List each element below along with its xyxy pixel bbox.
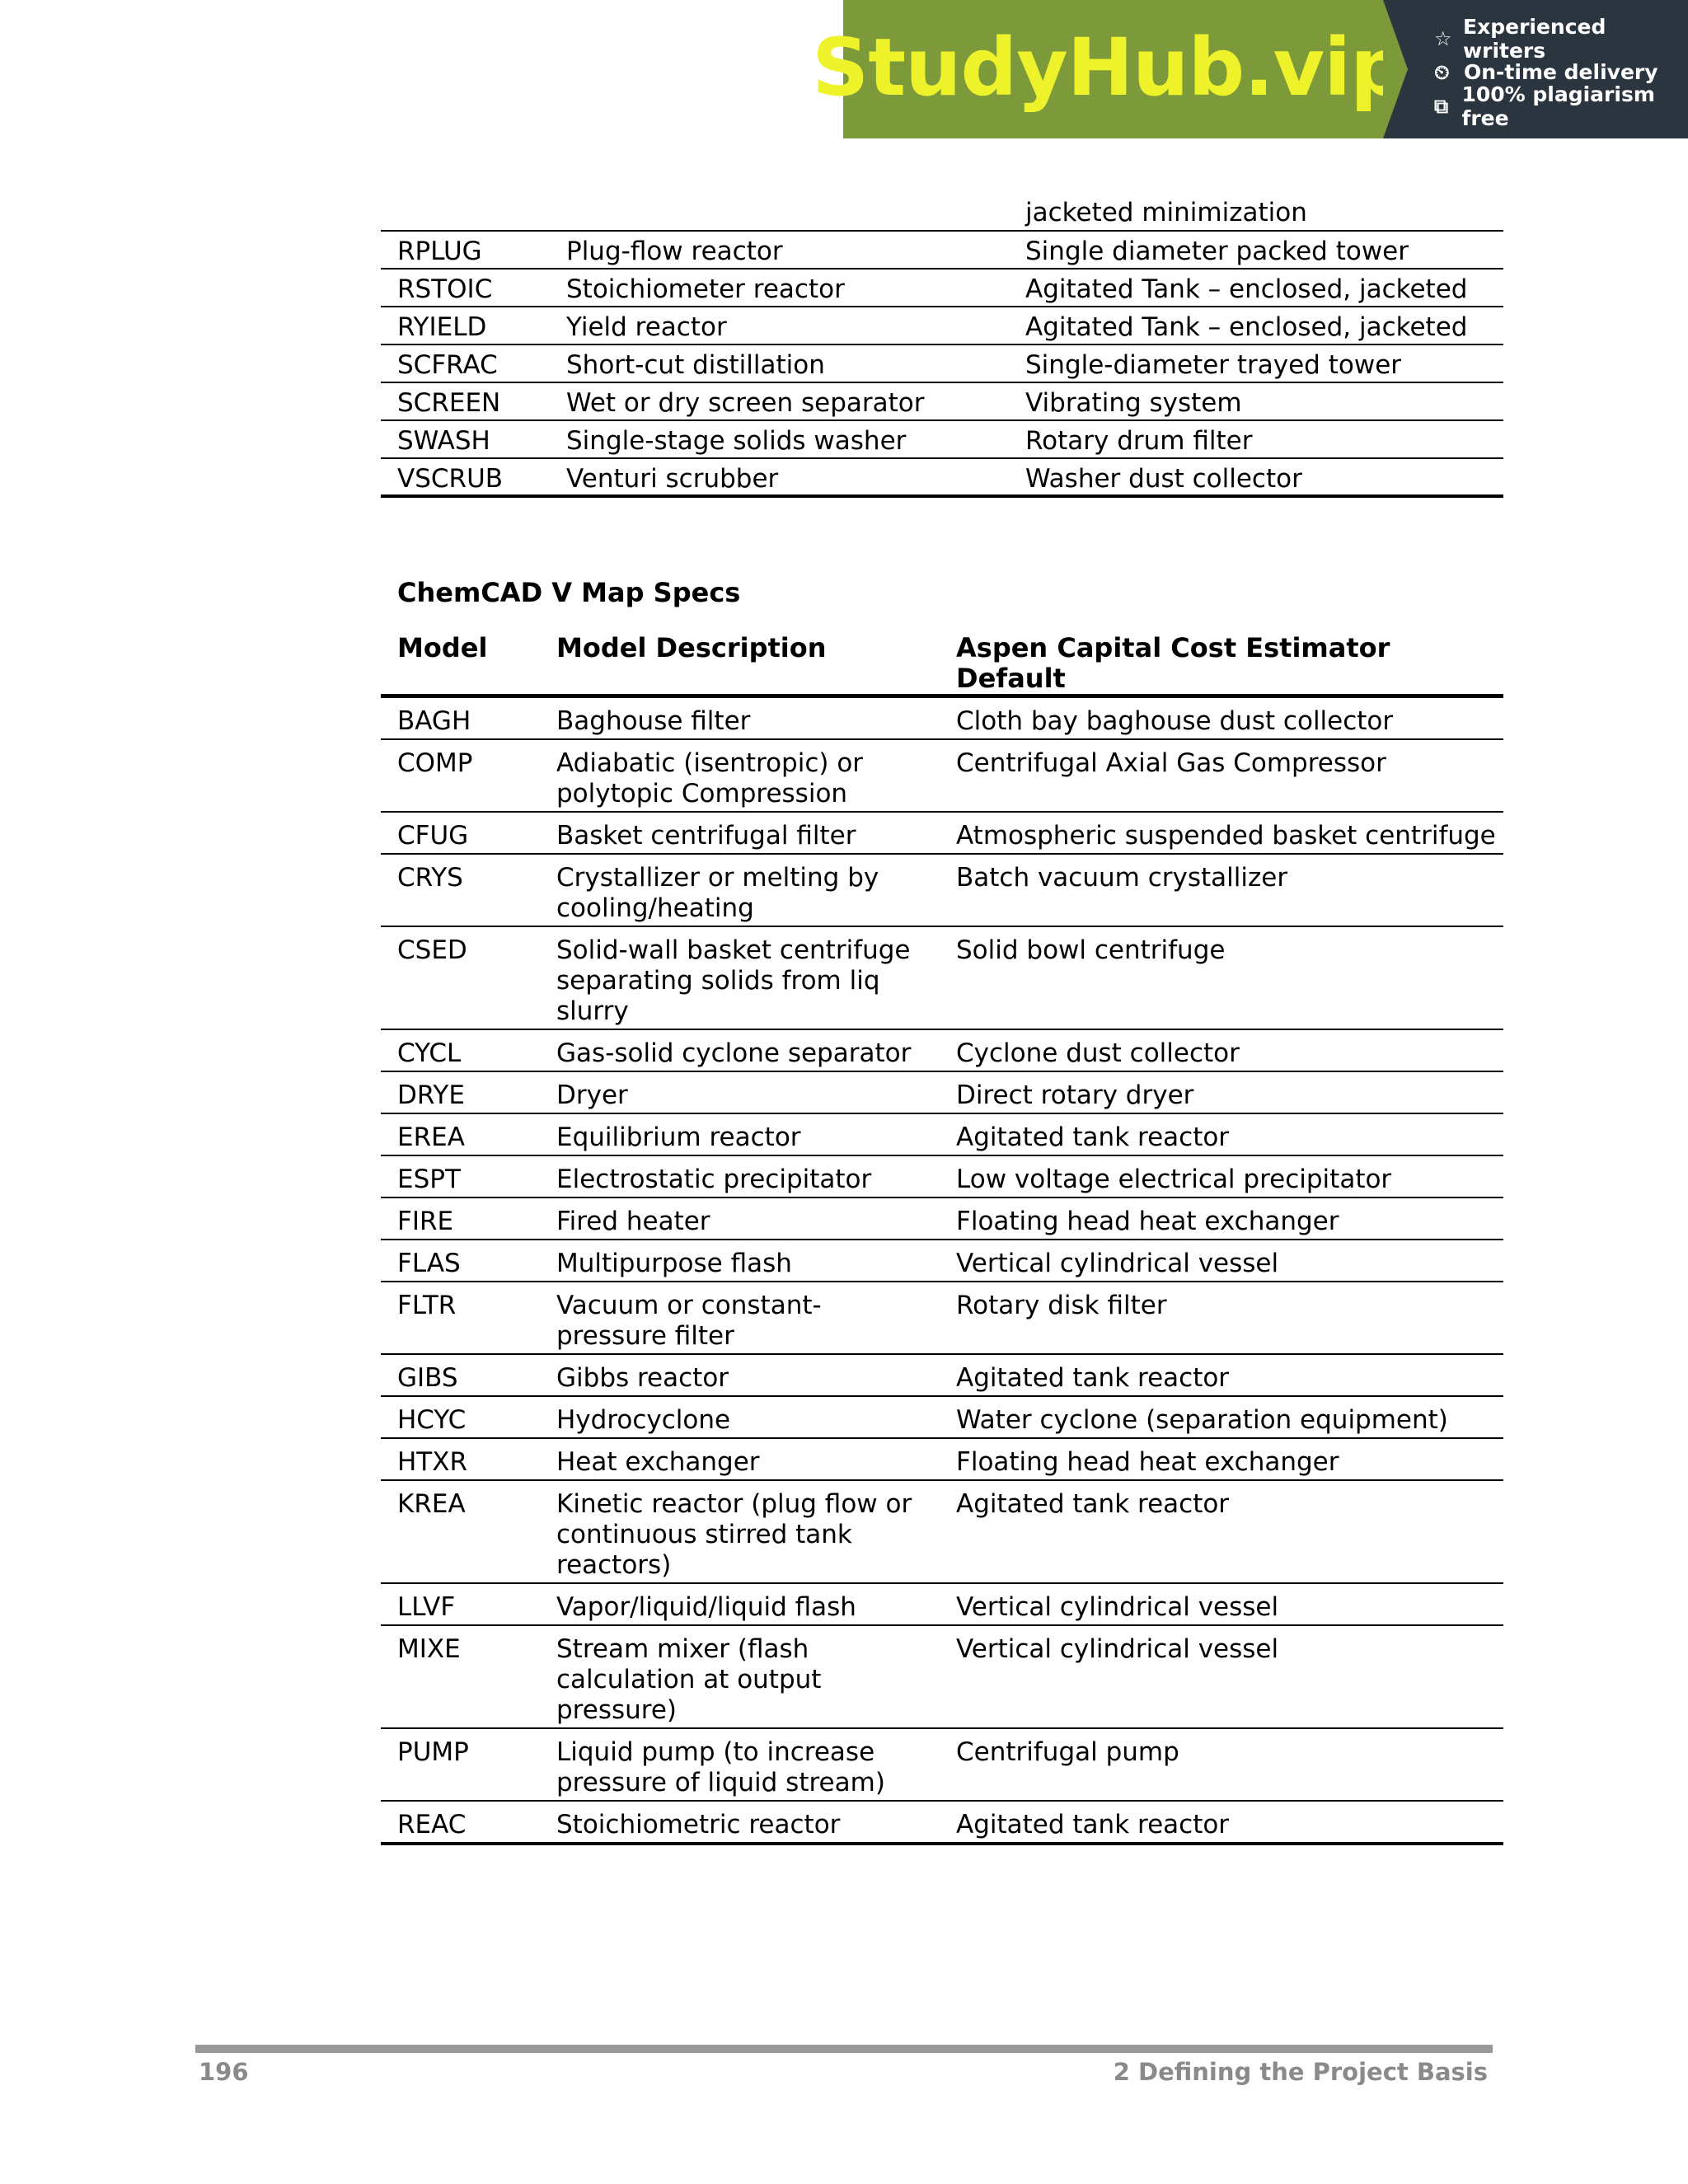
default-cell: Atmospheric suspended basket centrifuge xyxy=(940,812,1503,854)
description-cell: Plug-flow reactor xyxy=(550,231,1009,269)
model-cell: COMP xyxy=(381,739,540,812)
model-cell: RPLUG xyxy=(381,231,550,269)
model-cell: REAC xyxy=(381,1801,540,1844)
page-number: 196 xyxy=(199,2058,249,2086)
model-cell: DRYE xyxy=(381,1071,540,1113)
default-cell: Centrifugal pump xyxy=(940,1728,1503,1801)
footer-rule xyxy=(195,2045,1493,2053)
table-row xyxy=(381,344,1503,382)
default-cell: Single diameter packed tower xyxy=(1009,231,1503,269)
description-cell: Fired heater xyxy=(540,1197,940,1240)
description-cell: Venturi scrubber xyxy=(550,458,1009,496)
table-row xyxy=(381,812,1503,854)
model-cell: KREA xyxy=(381,1480,540,1583)
brand-block xyxy=(812,0,1406,138)
default-cell: Batch vacuum crystallizer xyxy=(940,854,1503,926)
feature-item xyxy=(1434,82,1688,130)
description-cell: Baghouse filter xyxy=(540,696,940,740)
description-cell: Liquid pump (to increase pressure of liquid stream) xyxy=(540,1728,940,1801)
model-cell: VSCRUB xyxy=(381,458,550,496)
model-cell: SCFRAC xyxy=(381,344,550,382)
default-cell: Washer dust collector xyxy=(1009,458,1503,496)
brand-logo: StudyHub.vip xyxy=(812,21,1406,114)
model-cell: FLAS xyxy=(381,1240,540,1282)
header-default: Aspen Capital Cost Estimator Default xyxy=(940,628,1503,696)
description-cell: Single-stage solids washer xyxy=(550,420,1009,458)
feature-label: Experienced writers xyxy=(1463,14,1606,63)
header-model: Model xyxy=(381,628,540,696)
default-cell: Agitated tank reactor xyxy=(940,1480,1503,1583)
model-cell: ESPT xyxy=(381,1155,540,1197)
description-cell: Dryer xyxy=(540,1071,940,1113)
model-cell: BAGH xyxy=(381,696,540,740)
model-cell: FLTR xyxy=(381,1282,540,1354)
description-cell: Kinetic reactor (plug flow or continuous stirred tank reactors) xyxy=(540,1480,940,1583)
default-cell: Vertical cylindrical vessel xyxy=(940,1625,1503,1728)
description-cell: Heat exchanger xyxy=(540,1438,940,1480)
default-cell: Agitated tank reactor xyxy=(940,1801,1503,1844)
default-cell: Floating head heat exchanger xyxy=(940,1438,1503,1480)
default-cell: Vertical cylindrical vessel xyxy=(940,1240,1503,1282)
default-cell: Rotary drum filter xyxy=(1009,420,1503,458)
model-cell xyxy=(381,196,550,231)
table-row xyxy=(381,420,1503,458)
description-cell: Gas-solid cyclone separator xyxy=(540,1029,940,1071)
table-row xyxy=(381,1071,1503,1113)
description-cell: Stream mixer (flash calculation at output pressure) xyxy=(540,1625,940,1728)
model-cell: HTXR xyxy=(381,1438,540,1480)
table-row xyxy=(381,307,1503,344)
table-row xyxy=(381,1728,1503,1801)
model-cell: CYCL xyxy=(381,1029,540,1071)
default-cell: jacketed minimization xyxy=(1009,196,1503,231)
table-row xyxy=(381,1113,1503,1155)
default-cell: Agitated Tank – enclosed, jacketed xyxy=(1009,307,1503,344)
model-cell: RSTOIC xyxy=(381,269,550,307)
table-row xyxy=(381,739,1503,812)
model-cell: FIRE xyxy=(381,1197,540,1240)
table-row xyxy=(381,1155,1503,1197)
default-cell: Agitated tank reactor xyxy=(940,1354,1503,1396)
model-cell: CSED xyxy=(381,926,540,1029)
table-row xyxy=(381,1240,1503,1282)
default-cell: Rotary disk filter xyxy=(940,1282,1503,1354)
feature-label: 100% plagiarism free xyxy=(1461,82,1655,130)
copy-icon: ⧉ xyxy=(1434,94,1449,118)
model-cell: SCREEN xyxy=(381,382,550,420)
description-cell: Stoichiometer reactor xyxy=(550,269,1009,307)
description-cell: Wet or dry screen separator xyxy=(550,382,1009,420)
table-header-row xyxy=(381,628,1503,696)
default-cell: Solid bowl centrifuge xyxy=(940,926,1503,1029)
default-cell: Centrifugal Axial Gas Compressor xyxy=(940,739,1503,812)
description-cell: Hydrocyclone xyxy=(540,1396,940,1438)
description-cell: Yield reactor xyxy=(550,307,1009,344)
table-row xyxy=(381,1438,1503,1480)
default-cell: Cloth bay baghouse dust collector xyxy=(940,696,1503,740)
default-cell: Single-diameter trayed tower xyxy=(1009,344,1503,382)
description-cell: Adiabatic (isentropic) or polytopic Compression xyxy=(540,739,940,812)
aspen-map-table-continued xyxy=(381,196,1503,498)
model-cell: HCYC xyxy=(381,1396,540,1438)
default-cell: Floating head heat exchanger xyxy=(940,1197,1503,1240)
default-cell: Agitated Tank – enclosed, jacketed xyxy=(1009,269,1503,307)
feature-label: On-time delivery xyxy=(1464,60,1658,84)
table-row xyxy=(381,1282,1503,1354)
description-cell: Solid-wall basket centrifuge separating solids from liq slurry xyxy=(540,926,940,1029)
model-cell: SWASH xyxy=(381,420,550,458)
model-cell: LLVF xyxy=(381,1583,540,1625)
table-row xyxy=(381,1029,1503,1071)
description-cell: Short-cut distillation xyxy=(550,344,1009,382)
description-cell: Vapor/liquid/liquid flash xyxy=(540,1583,940,1625)
description-cell: Basket centrifugal filter xyxy=(540,812,940,854)
default-cell: Low voltage electrical precipitator xyxy=(940,1155,1503,1197)
table-row xyxy=(381,1396,1503,1438)
ad-banner[interactable] xyxy=(812,0,1688,138)
description-cell: Gibbs reactor xyxy=(540,1354,940,1396)
description-cell: Electrostatic precipitator xyxy=(540,1155,940,1197)
table-row xyxy=(381,696,1503,740)
default-cell: Direct rotary dryer xyxy=(940,1071,1503,1113)
model-cell: RYIELD xyxy=(381,307,550,344)
feature-item xyxy=(1434,14,1688,63)
default-cell: Vibrating system xyxy=(1009,382,1503,420)
table-row xyxy=(381,926,1503,1029)
banner-arrow-shape xyxy=(1383,0,1408,138)
table-row xyxy=(381,1801,1503,1844)
model-cell: GIBS xyxy=(381,1354,540,1396)
table-row xyxy=(381,231,1503,269)
table-row xyxy=(381,854,1503,926)
model-cell: MIXE xyxy=(381,1625,540,1728)
table-row xyxy=(381,196,1503,231)
table-row xyxy=(381,1197,1503,1240)
default-cell: Water cyclone (separation equipment) xyxy=(940,1396,1503,1438)
description-cell: Equilibrium reactor xyxy=(540,1113,940,1155)
description-cell: Crystallizer or melting by cooling/heating xyxy=(540,854,940,926)
section-title: ChemCAD V Map Specs xyxy=(397,577,741,608)
model-cell: PUMP xyxy=(381,1728,540,1801)
header-description: Model Description xyxy=(540,628,940,696)
model-cell: EREA xyxy=(381,1113,540,1155)
table-row xyxy=(381,382,1503,420)
table-row xyxy=(381,1625,1503,1728)
description-cell xyxy=(550,196,1009,231)
table-row xyxy=(381,458,1503,496)
model-cell: CFUG xyxy=(381,812,540,854)
chapter-title: 2 Defining the Project Basis xyxy=(1113,2058,1488,2086)
description-cell: Multipurpose flash xyxy=(540,1240,940,1282)
table-row xyxy=(381,1480,1503,1583)
table-row xyxy=(381,1583,1503,1625)
clock-icon: ⏲ xyxy=(1434,60,1450,84)
default-cell: Agitated tank reactor xyxy=(940,1113,1503,1155)
model-cell: CRYS xyxy=(381,854,540,926)
chemcad-map-table xyxy=(381,628,1503,1845)
default-cell: Cyclone dust collector xyxy=(940,1029,1503,1071)
banner-features xyxy=(1383,0,1688,138)
description-cell: Stoichiometric reactor xyxy=(540,1801,940,1844)
table-row xyxy=(381,269,1503,307)
star-icon: ☆ xyxy=(1434,26,1452,50)
default-cell: Vertical cylindrical vessel xyxy=(940,1583,1503,1625)
description-cell: Vacuum or constant-pressure filter xyxy=(540,1282,940,1354)
table-row xyxy=(381,1354,1503,1396)
